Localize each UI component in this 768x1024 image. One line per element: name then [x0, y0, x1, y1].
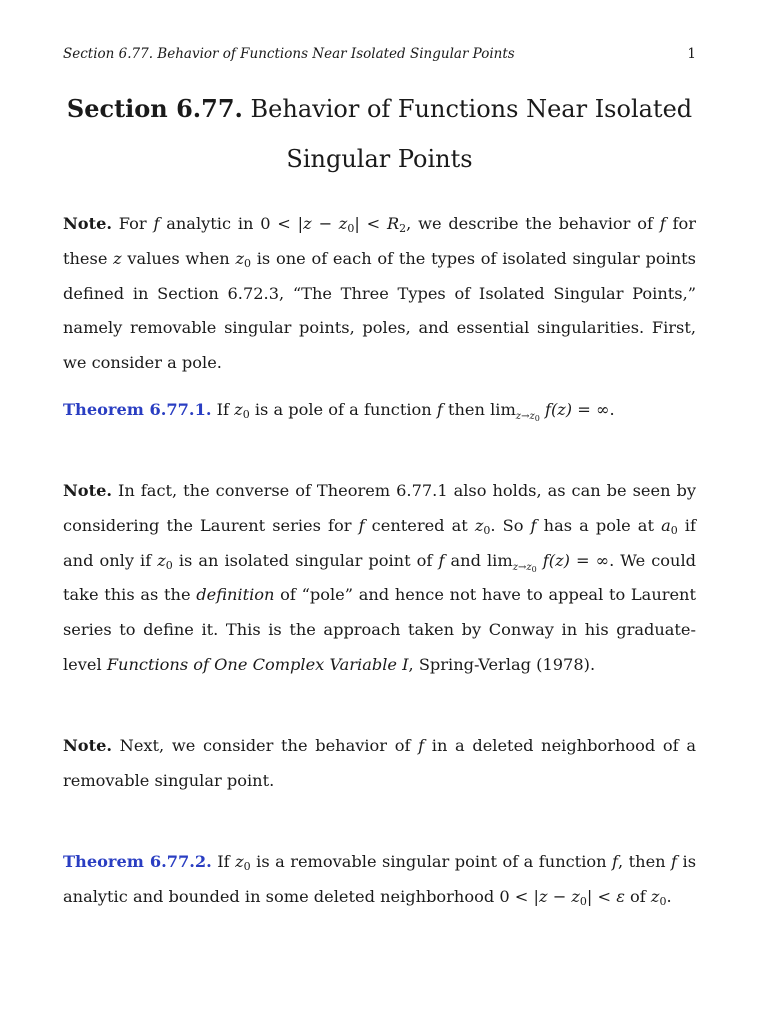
running-title: Section 6.77. Behavior of Functions Near Isolated Singular Points — [63, 46, 515, 62]
definition-emphasis: definition — [196, 585, 275, 605]
running-header — [63, 46, 696, 62]
note-paragraph-3: Note. Next, we consider the behavior of f in a deleted neighborhood of a removable singular point. — [63, 736, 696, 790]
theorem-6-77-1: Theorem 6.77.1. If $z_0$ is a pole of a function f then $\lim_{z\to z0} f(z)$ = ∞. — [63, 400, 615, 423]
note-label: Note. — [63, 481, 113, 500]
title-line-2: Singular Points — [286, 145, 473, 173]
theorem-label: Theorem 6.77.2. — [63, 852, 212, 871]
title-line-1: Behavior of Functions Near Isolated — [250, 95, 693, 123]
note-label: Note. — [63, 736, 113, 755]
note-paragraph-1: Note. For f analytic in $0 < |z - z_0| < R_2$, we describe the behavior of f for these z values when $z_0$ is one of each of the types of isolated singular points defined in Section 6.72.3, “The Three Types of Isolated Singular Points,” namely removable singular points, poles, and essential singularities. First, we consider a pole. — [63, 214, 697, 373]
theorem-label: Theorem 6.77.1. — [63, 400, 212, 419]
section-number: Section 6.77. — [66, 94, 243, 123]
theorem-6-77-2: Theorem 6.77.2. If $z_0$ is a removable singular point of a function f, then f is analytic and bounded in some deleted neighborhood $0 < |z - z_0| < \varepsilon$ of $z_0$. — [63, 852, 697, 908]
section-title — [63, 84, 696, 184]
note-label: Note. — [63, 214, 113, 233]
page-number: 1 — [687, 46, 696, 62]
note-paragraph-2: Note. In fact, the converse of Theorem 6.77.1 also holds, as can be seen by considering the Laurent series for f centered at $z_0$. So f has a pole at $a_0$ if and only if $z_0$ is an isolated singular point of f and $\lim_{z\to z0} f(z)$ = ∞. We could take this as the definition of “pole” and hence not have to appeal to Laurent series to define it. This is the approach taken by Conway in his graduate-level Functions of One Complex Variable I, Spring-Verlag (1978). — [63, 481, 696, 674]
book-title: Functions of One Complex Variable I — [106, 654, 409, 674]
